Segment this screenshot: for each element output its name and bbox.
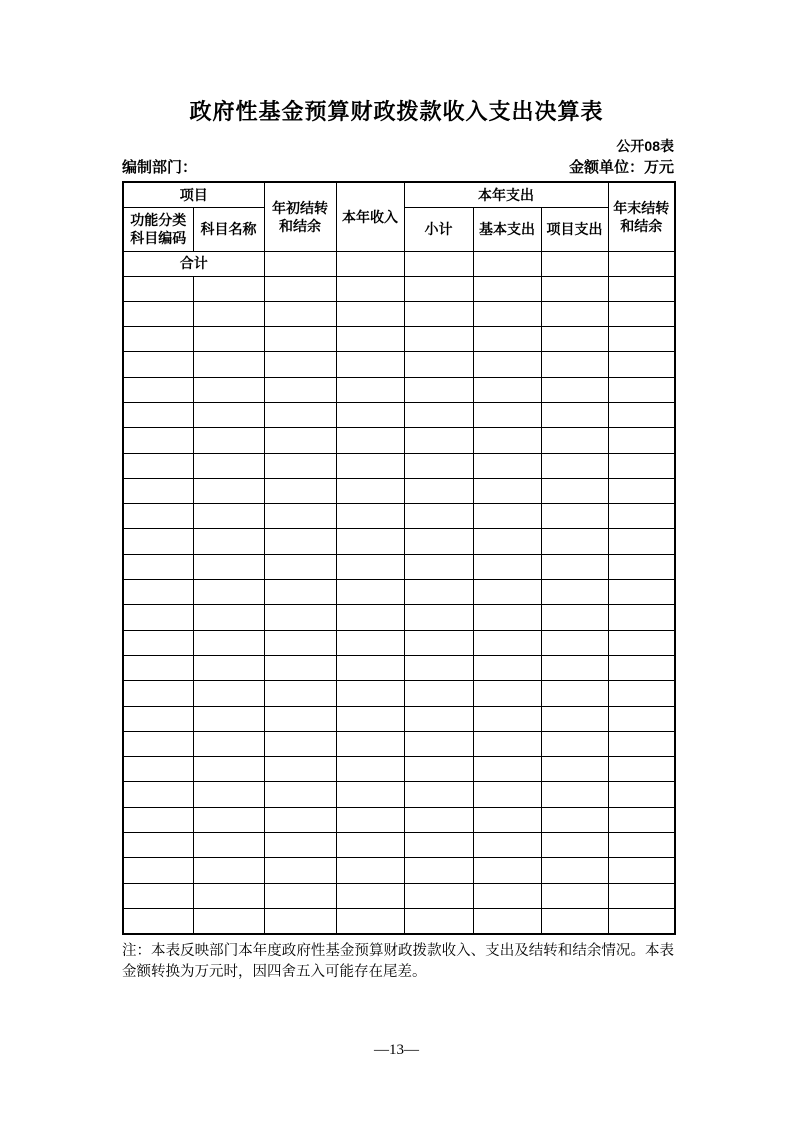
empty-cell <box>541 377 608 402</box>
table-code-label: 公开08表 <box>616 138 674 154</box>
empty-cell <box>123 478 193 503</box>
table-row <box>123 883 675 908</box>
empty-cell <box>404 908 473 933</box>
empty-cell <box>608 276 675 301</box>
empty-cell <box>473 782 541 807</box>
table-row <box>123 706 675 731</box>
empty-cell <box>608 504 675 529</box>
empty-cell <box>404 301 473 326</box>
empty-cell <box>193 731 264 756</box>
col-header-subtotal: 小计 <box>404 207 473 251</box>
empty-cell <box>123 580 193 605</box>
total-year-income-cell <box>336 251 404 276</box>
empty-cell <box>336 428 404 453</box>
table-row <box>123 301 675 326</box>
empty-cell <box>264 478 336 503</box>
table-row <box>123 504 675 529</box>
empty-cell <box>264 428 336 453</box>
empty-cell <box>541 731 608 756</box>
empty-cell <box>608 681 675 706</box>
empty-cell <box>608 327 675 352</box>
empty-cell <box>541 605 608 630</box>
empty-cell <box>264 858 336 883</box>
empty-cell <box>541 883 608 908</box>
empty-cell <box>473 655 541 680</box>
table-body <box>123 251 675 934</box>
empty-cell <box>193 807 264 832</box>
empty-cell <box>608 807 675 832</box>
empty-cell <box>608 478 675 503</box>
table-header <box>123 182 675 251</box>
empty-cell <box>336 706 404 731</box>
empty-cell <box>264 276 336 301</box>
empty-cell <box>336 833 404 858</box>
empty-cell <box>264 757 336 782</box>
empty-cell <box>123 681 193 706</box>
empty-cell <box>336 402 404 427</box>
empty-cell <box>541 453 608 478</box>
table-row <box>123 731 675 756</box>
empty-cell <box>264 833 336 858</box>
empty-cell <box>541 757 608 782</box>
empty-cell <box>193 301 264 326</box>
table-row <box>123 681 675 706</box>
total-basic-expense-cell <box>473 251 541 276</box>
table-row <box>123 377 675 402</box>
col-header-year-income: 本年收入 <box>336 182 404 251</box>
empty-cell <box>473 301 541 326</box>
empty-cell <box>404 428 473 453</box>
empty-cell <box>264 301 336 326</box>
col-header-begin-balance: 年初结转和结余 <box>264 182 336 251</box>
page-number: —13— <box>374 1042 419 1058</box>
empty-cell <box>123 352 193 377</box>
empty-cell <box>123 402 193 427</box>
empty-cell <box>336 858 404 883</box>
empty-cell <box>336 782 404 807</box>
empty-cell <box>264 706 336 731</box>
empty-cell <box>404 757 473 782</box>
empty-cell <box>473 529 541 554</box>
empty-cell <box>608 352 675 377</box>
empty-cell <box>193 630 264 655</box>
empty-cell <box>404 833 473 858</box>
empty-cell <box>608 731 675 756</box>
empty-cell <box>336 377 404 402</box>
empty-cell <box>193 478 264 503</box>
total-begin-balance-cell <box>264 251 336 276</box>
header-row-1 <box>123 182 675 207</box>
empty-cell <box>264 352 336 377</box>
empty-cell <box>608 655 675 680</box>
empty-cell <box>541 908 608 933</box>
empty-cell <box>336 908 404 933</box>
empty-cell <box>123 782 193 807</box>
table-row <box>123 352 675 377</box>
empty-cell <box>541 782 608 807</box>
empty-cell <box>473 908 541 933</box>
empty-cell <box>608 908 675 933</box>
table-row <box>123 327 675 352</box>
empty-cell <box>336 478 404 503</box>
empty-cell <box>193 352 264 377</box>
empty-cell <box>473 580 541 605</box>
empty-cell <box>541 352 608 377</box>
empty-cell <box>264 504 336 529</box>
empty-cell <box>264 605 336 630</box>
empty-cell <box>473 478 541 503</box>
empty-cell <box>123 706 193 731</box>
table-row <box>123 908 675 933</box>
empty-cell <box>193 327 264 352</box>
empty-cell <box>123 655 193 680</box>
table-row <box>123 580 675 605</box>
table-row <box>123 782 675 807</box>
empty-cell <box>193 833 264 858</box>
empty-cell <box>193 554 264 579</box>
empty-cell <box>404 630 473 655</box>
empty-cell <box>123 833 193 858</box>
col-header-project: 项目 <box>123 182 264 207</box>
empty-cell <box>473 402 541 427</box>
empty-cell <box>473 504 541 529</box>
empty-cell <box>123 301 193 326</box>
empty-cell <box>123 731 193 756</box>
empty-cell <box>193 706 264 731</box>
empty-cell <box>336 453 404 478</box>
empty-cell <box>541 402 608 427</box>
empty-cell <box>608 377 675 402</box>
empty-cell <box>123 453 193 478</box>
total-end-balance-cell <box>608 251 675 276</box>
empty-cell <box>404 807 473 832</box>
empty-cell <box>193 605 264 630</box>
empty-cell <box>193 681 264 706</box>
empty-cell <box>404 504 473 529</box>
empty-cell <box>404 706 473 731</box>
empty-cell <box>336 605 404 630</box>
empty-cell <box>193 655 264 680</box>
col-header-year-expense: 本年支出 <box>404 182 608 207</box>
table-row <box>123 807 675 832</box>
empty-cell <box>336 655 404 680</box>
empty-cell <box>404 655 473 680</box>
empty-cell <box>264 554 336 579</box>
empty-cell <box>123 554 193 579</box>
empty-cell <box>608 605 675 630</box>
empty-cell <box>336 301 404 326</box>
empty-cell <box>264 908 336 933</box>
total-subtotal-cell <box>404 251 473 276</box>
total-row-label: 合计 <box>123 251 264 276</box>
empty-cell <box>264 782 336 807</box>
empty-cell <box>473 706 541 731</box>
empty-cell <box>541 504 608 529</box>
empty-cell <box>404 858 473 883</box>
empty-cell <box>264 327 336 352</box>
empty-cell <box>123 428 193 453</box>
empty-cell <box>264 655 336 680</box>
empty-cell <box>264 731 336 756</box>
col-header-basic-expense: 基本支出 <box>473 207 541 251</box>
empty-cell <box>193 402 264 427</box>
empty-cell <box>193 428 264 453</box>
empty-cell <box>336 883 404 908</box>
empty-cell <box>473 681 541 706</box>
empty-cell <box>473 858 541 883</box>
table-row <box>123 478 675 503</box>
empty-cell <box>193 276 264 301</box>
empty-cell <box>541 807 608 832</box>
empty-cell <box>404 529 473 554</box>
empty-cell <box>541 327 608 352</box>
empty-cell <box>404 327 473 352</box>
empty-cell <box>193 453 264 478</box>
empty-cell <box>608 554 675 579</box>
empty-cell <box>404 478 473 503</box>
empty-cell <box>473 453 541 478</box>
empty-cell <box>264 630 336 655</box>
total-project-expense-cell <box>541 251 608 276</box>
empty-cell <box>404 580 473 605</box>
empty-cell <box>608 428 675 453</box>
empty-cell <box>608 706 675 731</box>
empty-cell <box>608 580 675 605</box>
table-meta-row <box>122 158 674 177</box>
col-header-project-expense: 项目支出 <box>541 207 608 251</box>
table-row <box>123 529 675 554</box>
empty-cell <box>473 428 541 453</box>
empty-cell <box>473 757 541 782</box>
empty-cell <box>541 301 608 326</box>
table-row <box>123 858 675 883</box>
empty-cell <box>336 681 404 706</box>
empty-cell <box>404 377 473 402</box>
table-row <box>123 605 675 630</box>
empty-cell <box>123 883 193 908</box>
page-title: 政府性基金预算财政拨款收入支出决算表 <box>189 99 604 124</box>
empty-cell <box>123 807 193 832</box>
empty-cell <box>193 757 264 782</box>
empty-cell <box>541 428 608 453</box>
table-row <box>123 757 675 782</box>
note-text: 注：本表反映部门本年度政府性基金预算财政拨款收入、支出及结转和结余情况。本表金额转换为万元时，因四舍五入可能存在尾差。 <box>122 942 674 980</box>
empty-cell <box>541 833 608 858</box>
empty-cell <box>404 554 473 579</box>
empty-cell <box>404 276 473 301</box>
table-row <box>123 833 675 858</box>
table-row <box>123 402 675 427</box>
empty-cell <box>608 757 675 782</box>
table-row <box>123 453 675 478</box>
empty-cell <box>336 731 404 756</box>
empty-cell <box>608 630 675 655</box>
empty-cell <box>264 402 336 427</box>
empty-cell <box>123 327 193 352</box>
empty-cell <box>404 352 473 377</box>
empty-cell <box>123 504 193 529</box>
empty-cell <box>473 605 541 630</box>
empty-cell <box>608 782 675 807</box>
empty-cell <box>123 529 193 554</box>
empty-cell <box>473 630 541 655</box>
empty-cell <box>193 377 264 402</box>
empty-cell <box>473 731 541 756</box>
table-row <box>123 428 675 453</box>
empty-cell <box>336 630 404 655</box>
empty-cell <box>123 605 193 630</box>
empty-cell <box>264 580 336 605</box>
empty-cell <box>336 807 404 832</box>
empty-cell <box>473 807 541 832</box>
empty-cell <box>541 858 608 883</box>
empty-cell <box>404 883 473 908</box>
empty-cell <box>336 757 404 782</box>
empty-cell <box>541 580 608 605</box>
empty-cell <box>336 327 404 352</box>
empty-cell <box>336 554 404 579</box>
amount-unit-label: 金额单位：万元 <box>568 159 674 176</box>
table-row <box>123 630 675 655</box>
empty-cell <box>193 782 264 807</box>
table-row <box>123 554 675 579</box>
empty-cell <box>404 453 473 478</box>
empty-cell <box>336 352 404 377</box>
empty-cell <box>473 327 541 352</box>
col-header-subject-name: 科目名称 <box>193 207 264 251</box>
empty-cell <box>473 883 541 908</box>
table-row <box>123 276 675 301</box>
empty-cell <box>404 605 473 630</box>
empty-cell <box>541 276 608 301</box>
empty-cell <box>404 782 473 807</box>
empty-cell <box>608 883 675 908</box>
empty-cell <box>541 706 608 731</box>
empty-cell <box>608 402 675 427</box>
total-row <box>123 251 675 276</box>
empty-cell <box>193 883 264 908</box>
empty-cell <box>193 529 264 554</box>
empty-cell <box>541 630 608 655</box>
empty-cell <box>473 276 541 301</box>
empty-cell <box>193 580 264 605</box>
empty-cell <box>608 453 675 478</box>
empty-cell <box>473 352 541 377</box>
table-row <box>123 655 675 680</box>
empty-cell <box>264 883 336 908</box>
empty-cell <box>264 807 336 832</box>
empty-cell <box>404 681 473 706</box>
empty-cell <box>193 504 264 529</box>
empty-cell <box>123 276 193 301</box>
empty-cell <box>541 554 608 579</box>
empty-cell <box>123 377 193 402</box>
empty-cell <box>193 858 264 883</box>
empty-cell <box>608 858 675 883</box>
empty-cell <box>264 529 336 554</box>
empty-cell <box>541 478 608 503</box>
empty-cell <box>123 630 193 655</box>
empty-cell <box>404 402 473 427</box>
col-header-function-code: 功能分类科目编码 <box>123 207 193 251</box>
empty-cell <box>608 833 675 858</box>
col-header-end-balance: 年末结转和结余 <box>608 182 675 251</box>
empty-cell <box>608 301 675 326</box>
empty-cell <box>336 529 404 554</box>
empty-cell <box>541 655 608 680</box>
empty-cell <box>123 757 193 782</box>
empty-cell <box>608 529 675 554</box>
empty-cell <box>193 908 264 933</box>
empty-cell <box>123 858 193 883</box>
empty-cell <box>473 377 541 402</box>
budget-table <box>122 181 676 935</box>
empty-cell <box>123 908 193 933</box>
empty-cell <box>404 731 473 756</box>
empty-cell <box>541 681 608 706</box>
prepared-by-label: 编制部门： <box>122 159 198 176</box>
content-area <box>122 137 674 983</box>
empty-cell <box>336 504 404 529</box>
empty-cell <box>264 377 336 402</box>
empty-cell <box>473 554 541 579</box>
empty-cell <box>336 276 404 301</box>
empty-cell <box>264 681 336 706</box>
empty-cell <box>264 453 336 478</box>
empty-cell <box>336 580 404 605</box>
empty-cell <box>473 833 541 858</box>
empty-cell <box>541 529 608 554</box>
